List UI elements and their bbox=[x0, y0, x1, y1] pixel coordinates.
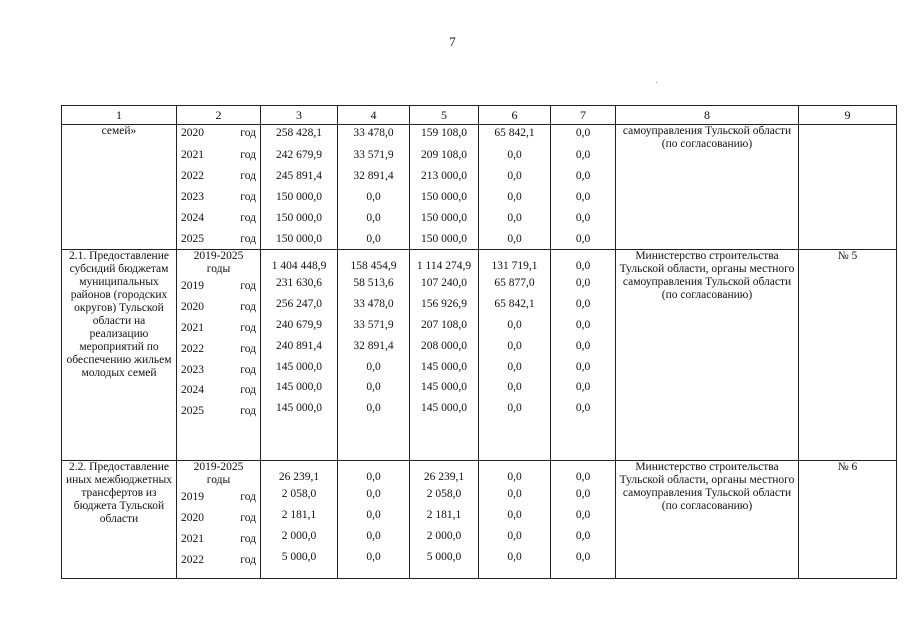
header-cell: 4 bbox=[338, 106, 410, 125]
amount-value: 213 000,0 bbox=[421, 170, 467, 183]
amount-total: 26 239,1 bbox=[278, 471, 320, 484]
amount-value: 0,0 bbox=[507, 339, 522, 352]
amount-total: 1 404 448,9 bbox=[271, 260, 327, 273]
amount-total: 0,0 bbox=[366, 471, 381, 484]
year-line bbox=[181, 360, 256, 381]
amount-cell bbox=[410, 461, 479, 579]
amount-value: 33 571,9 bbox=[353, 318, 394, 331]
amount-cell bbox=[479, 250, 551, 461]
amount-value: 0,0 bbox=[575, 298, 591, 311]
year-line bbox=[181, 339, 256, 360]
link-number-cell: № 6 bbox=[799, 461, 897, 579]
year-value: 2022 bbox=[181, 553, 204, 566]
amount-value: 0,0 bbox=[575, 318, 591, 331]
amount-value: 209 108,0 bbox=[421, 149, 467, 162]
amount-value: 0,0 bbox=[507, 149, 522, 162]
amount-value: 0,0 bbox=[507, 488, 522, 501]
year-unit: год bbox=[240, 211, 256, 224]
year-line bbox=[181, 318, 256, 339]
year-line bbox=[181, 125, 256, 146]
amount-value: 65 842,1 bbox=[494, 127, 535, 139]
amount-value: 242 679,9 bbox=[276, 149, 322, 162]
year-unit: год bbox=[240, 363, 256, 376]
amount-value: 231 630,6 bbox=[276, 277, 322, 290]
amount-value: 2 000,0 bbox=[426, 529, 462, 542]
amount-value: 2 058,0 bbox=[281, 488, 317, 501]
event-name-cell: семей» bbox=[62, 125, 177, 250]
header-cell: 1 bbox=[62, 106, 177, 125]
header-cell: 3 bbox=[261, 106, 338, 125]
period-unit: годы bbox=[206, 474, 231, 487]
amount-value: 0,0 bbox=[575, 127, 591, 139]
budget-table bbox=[61, 105, 897, 579]
header-cell: 6 bbox=[479, 106, 551, 125]
amount-value: 0,0 bbox=[366, 402, 381, 415]
year-value: 2021 bbox=[181, 149, 204, 162]
amount-value: 150 000,0 bbox=[276, 190, 322, 203]
amount-value: 0,0 bbox=[507, 318, 522, 331]
amount-value: 2 000,0 bbox=[281, 529, 317, 542]
year-unit: год bbox=[240, 301, 256, 314]
period-cell bbox=[177, 125, 261, 250]
link-number-cell bbox=[799, 125, 897, 250]
amount-value: 145 000,0 bbox=[276, 381, 322, 394]
year-value: 2025 bbox=[181, 232, 204, 245]
amount-cell bbox=[338, 125, 410, 250]
period-range: 2019-2025 bbox=[193, 461, 244, 474]
amount-cell bbox=[261, 461, 338, 579]
responsible-cell: самоуправления Тульской области (по согласованию) bbox=[616, 125, 799, 250]
amount-cell bbox=[338, 250, 410, 461]
year-unit: год bbox=[240, 280, 256, 293]
amount-value: 0,0 bbox=[575, 211, 591, 224]
amount-value: 150 000,0 bbox=[276, 232, 322, 245]
table-row bbox=[62, 125, 897, 250]
amount-value: 0,0 bbox=[366, 488, 381, 501]
amount-value: 159 108,0 bbox=[421, 127, 467, 139]
amount-value: 0,0 bbox=[575, 339, 591, 352]
year-line bbox=[181, 487, 256, 508]
amount-value: 150 000,0 bbox=[421, 190, 467, 203]
responsible-cell: Министерство строительства Тульской области, органы местного самоуправления Тульской области (по согласованию) bbox=[616, 250, 799, 461]
amount-value: 0,0 bbox=[366, 509, 381, 522]
amount-value: 0,0 bbox=[366, 550, 381, 563]
amount-value: 33 478,0 bbox=[353, 127, 394, 139]
link-number-cell: № 5 bbox=[799, 250, 897, 461]
year-line bbox=[181, 229, 256, 250]
year-unit: год bbox=[240, 405, 256, 418]
period-cell bbox=[177, 250, 261, 461]
year-line bbox=[181, 380, 256, 401]
amount-value: 145 000,0 bbox=[276, 402, 322, 415]
year-value: 2021 bbox=[181, 532, 204, 545]
event-name-cell: 2.2. Предоставление иных межбюджетных трансфертов из бюджета Тульской области bbox=[62, 461, 177, 579]
year-unit: год bbox=[240, 149, 256, 162]
year-unit: год bbox=[240, 170, 256, 183]
amount-value: 33 571,9 bbox=[353, 149, 394, 162]
table-header-row bbox=[62, 106, 897, 125]
amount-cell bbox=[261, 125, 338, 250]
header-cell: 8 bbox=[616, 106, 799, 125]
amount-value: 32 891,4 bbox=[353, 170, 394, 183]
amount-value: 0,0 bbox=[507, 509, 522, 522]
amount-value: 0,0 bbox=[507, 529, 522, 542]
year-value: 2020 bbox=[181, 512, 204, 525]
amount-value: 2 181,1 bbox=[426, 509, 462, 522]
amount-value: 0,0 bbox=[507, 381, 522, 394]
amount-value: 2 058,0 bbox=[426, 488, 462, 501]
amount-value: 0,0 bbox=[575, 360, 591, 373]
year-value: 2022 bbox=[181, 342, 204, 355]
amount-value: 0,0 bbox=[575, 149, 591, 162]
amount-value: 150 000,0 bbox=[421, 232, 467, 245]
amount-value: 145 000,0 bbox=[421, 381, 467, 394]
year-value: 2019 bbox=[181, 280, 204, 293]
amount-cell bbox=[410, 250, 479, 461]
amount-value: 245 891,4 bbox=[276, 170, 322, 183]
table-row bbox=[62, 461, 897, 579]
amount-value: 0,0 bbox=[507, 211, 522, 224]
amount-total: 0,0 bbox=[575, 260, 591, 273]
amount-value: 0,0 bbox=[507, 402, 522, 415]
amount-value: 0,0 bbox=[575, 170, 591, 183]
year-unit: год bbox=[240, 321, 256, 334]
amount-value: 0,0 bbox=[507, 550, 522, 563]
amount-value: 5 000,0 bbox=[426, 550, 462, 563]
amount-value: 0,0 bbox=[507, 170, 522, 183]
year-line bbox=[181, 508, 256, 529]
amount-total: 0,0 bbox=[507, 471, 522, 484]
page-number: 7 bbox=[449, 34, 456, 49]
year-unit: год bbox=[240, 342, 256, 355]
amount-value: 145 000,0 bbox=[276, 360, 322, 373]
amount-value: 58 513,6 bbox=[353, 277, 394, 290]
amount-value: 145 000,0 bbox=[421, 360, 467, 373]
amount-value: 0,0 bbox=[575, 402, 591, 415]
amount-value: 0,0 bbox=[366, 232, 381, 245]
year-line bbox=[181, 146, 256, 167]
amount-value: 207 108,0 bbox=[421, 318, 467, 331]
year-value: 2023 bbox=[181, 363, 204, 376]
amount-value: 0,0 bbox=[366, 360, 381, 373]
year-value: 2020 bbox=[181, 301, 204, 314]
year-unit: год bbox=[240, 127, 256, 139]
year-value: 2024 bbox=[181, 384, 204, 397]
amount-cell bbox=[479, 125, 551, 250]
amount-value: 0,0 bbox=[575, 509, 591, 522]
year-value: 2024 bbox=[181, 211, 204, 224]
amount-value: 0,0 bbox=[575, 529, 591, 542]
year-line bbox=[181, 166, 256, 187]
amount-cell bbox=[338, 461, 410, 579]
header-cell: 5 bbox=[410, 106, 479, 125]
amount-value: 240 679,9 bbox=[276, 318, 322, 331]
year-line bbox=[181, 297, 256, 318]
amount-value: 0,0 bbox=[575, 232, 591, 245]
year-value: 2022 bbox=[181, 170, 204, 183]
amount-total: 0,0 bbox=[575, 471, 591, 484]
year-line bbox=[181, 550, 256, 571]
year-value: 2020 bbox=[181, 127, 204, 139]
amount-value: 5 000,0 bbox=[281, 550, 317, 563]
amount-value: 0,0 bbox=[366, 529, 381, 542]
amount-value: 107 240,0 bbox=[421, 277, 467, 290]
amount-value: 0,0 bbox=[575, 488, 591, 501]
period-cell bbox=[177, 461, 261, 579]
year-line bbox=[181, 276, 256, 297]
year-unit: год bbox=[240, 553, 256, 566]
amount-value: 65 842,1 bbox=[494, 298, 535, 311]
year-value: 2025 bbox=[181, 405, 204, 418]
amount-value: 145 000,0 bbox=[421, 402, 467, 415]
year-unit: год bbox=[240, 532, 256, 545]
amount-cell bbox=[410, 125, 479, 250]
amount-value: 65 877,0 bbox=[494, 277, 535, 290]
amount-value: 2 181,1 bbox=[281, 509, 317, 522]
header-cell: 2 bbox=[177, 106, 261, 125]
amount-value: 150 000,0 bbox=[421, 211, 467, 224]
period-unit: годы bbox=[206, 263, 231, 276]
year-value: 2019 bbox=[181, 491, 204, 504]
amount-value: 0,0 bbox=[575, 190, 591, 203]
year-value: 2023 bbox=[181, 190, 204, 203]
year-line bbox=[181, 529, 256, 550]
amount-cell bbox=[551, 125, 616, 250]
responsible-cell: Министерство строительства Тульской области, органы местного самоуправления Тульской области (по согласованию) bbox=[616, 461, 799, 579]
amount-value: 156 926,9 bbox=[421, 298, 467, 311]
year-unit: год bbox=[240, 512, 256, 525]
scan-speck: · bbox=[655, 78, 659, 89]
amount-value: 32 891,4 bbox=[353, 339, 394, 352]
amount-value: 0,0 bbox=[507, 190, 522, 203]
year-unit: год bbox=[240, 190, 256, 203]
amount-cell bbox=[551, 461, 616, 579]
amount-value: 150 000,0 bbox=[276, 211, 322, 224]
amount-value: 0,0 bbox=[575, 277, 591, 290]
amount-cell bbox=[479, 461, 551, 579]
amount-value: 0,0 bbox=[366, 211, 381, 224]
amount-value: 33 478,0 bbox=[353, 298, 394, 311]
amount-value: 256 247,0 bbox=[276, 298, 322, 311]
amount-cell bbox=[261, 250, 338, 461]
year-value: 2021 bbox=[181, 321, 204, 334]
year-line bbox=[181, 208, 256, 229]
year-line bbox=[181, 401, 256, 422]
table-row bbox=[62, 250, 897, 461]
amount-value: 0,0 bbox=[366, 381, 381, 394]
amount-value: 208 000,0 bbox=[421, 339, 467, 352]
amount-total: 26 239,1 bbox=[423, 471, 465, 484]
year-unit: год bbox=[240, 384, 256, 397]
amount-value: 240 891,4 bbox=[276, 339, 322, 352]
header-cell: 9 bbox=[799, 106, 897, 125]
amount-total: 158 454,9 bbox=[350, 260, 397, 273]
amount-value: 0,0 bbox=[575, 381, 591, 394]
amount-value: 258 428,1 bbox=[276, 127, 322, 139]
period-range: 2019-2025 bbox=[193, 250, 244, 263]
amount-value: 0,0 bbox=[507, 360, 522, 373]
amount-value: 0,0 bbox=[507, 232, 522, 245]
amount-total: 1 114 274,9 bbox=[416, 260, 472, 273]
header-cell: 7 bbox=[551, 106, 616, 125]
event-name-cell: 2.1. Предоставление субсидий бюджетам муниципальных районов (городских округов) Тульской области на реализацию мероприятий по обеспечению жильем молодых семей bbox=[62, 250, 177, 461]
amount-value: 0,0 bbox=[366, 190, 381, 203]
amount-value: 0,0 bbox=[575, 550, 591, 563]
year-unit: год bbox=[240, 232, 256, 245]
year-line bbox=[181, 187, 256, 208]
year-unit: год bbox=[240, 491, 256, 504]
amount-cell bbox=[551, 250, 616, 461]
amount-total: 131 719,1 bbox=[491, 260, 538, 273]
